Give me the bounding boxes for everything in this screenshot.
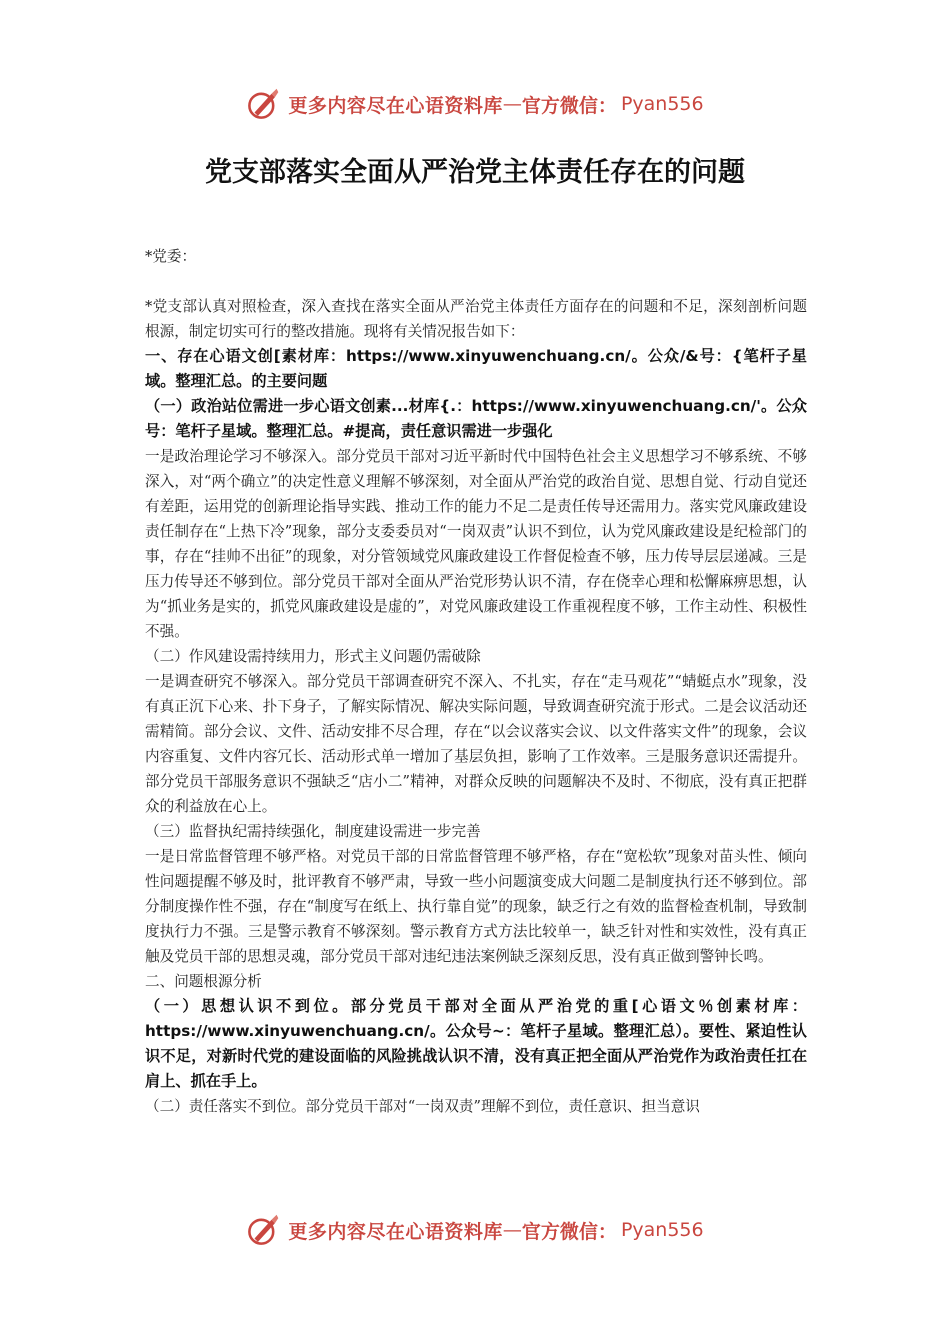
section-heading-2: 二、问题根源分析 (145, 973, 262, 990)
subsection-heading-2-1: （一）思想认识不到位。部分党员干部对全面从严治党的重[心语文％创素材库：https://www.xinyuwenchuang.cn/。公众号~：笔杆子星域。整理汇总）。要性、紧迫性认识不足，对新时代党的建设面临的风险挑战认识不清，没有真正把全面从严治党作为政治责任扛在肩上、抓在手上。 (145, 997, 807, 1090)
document-body (145, 244, 807, 1119)
subsection-heading-1-1: （一）政治站位需进一步心语文创素...材库{.：https://www.xinyuwenchuang.cn/'。公众号：笔杆子星域。整理汇总。#提高，责任意识需进一步强化 (145, 397, 807, 440)
body-paragraph: 一是日常监督管理不够严格。对党员干部的日常监督管理不够严格，存在“宽松软”现象对苗头性、倾向性问题提醒不够及时，批评教育不够严肃，导致一些小问题演变成大问题二是制度执行还不够到位。部分制度操作性不强，存在“制度写在纸上、执行靠自觉”的现象，缺乏行之有效的监督检查机制，导致制度执行力不强。三是警示教育不够深刻。警示教育方式方法比较单一，缺乏针对性和实效性，没有真正触及党员干部的思想灵魂，部分党员干部对违纪违法案例缺乏深刻反思，没有真正做到警钟长鸣。 (145, 848, 807, 965)
body-paragraph: 一是政治理论学习不够深入。部分党员干部对习近平新时代中国特色社会主义思想学习不够系统、不够深入，对“两个确立”的决定性意义理解不够深刻，对全面从严治党的政治自觉、思想自觉、行动自觉还有差距，运用党的创新理论指导实践、推动工作的能力不足二是责任传导还需用力。落实党风廉政建设责任制存在“上热下冷”现象，部分支委委员对“一岗双责”认识不到位，认为党风廉政建设是纪检部门的事，存在“挂帅不出征”的现象，对分管领域党风廉政建设工作督促检查不够，压力传导层层递减。三是压力传导还不够到位。部分党员干部对全面从严治党形势认识不清，存在侥幸心理和松懈麻痹思想，认为“抓业务是实的，抓党风廉政建设是虚的”，对党风廉政建设工作重视程度不够，工作主动性、积极性不强。 (145, 448, 807, 640)
footer-banner (0, 1212, 950, 1248)
header-banner (0, 86, 950, 122)
banner-main-text: 更多内容尽在心语资料库 (288, 1220, 503, 1243)
banner-wechat-label: 官方微信： (521, 94, 617, 117)
salutation: *党委： (145, 248, 197, 265)
intro-paragraph: *党支部认真对照检查，深入查找在落实全面从严治党主体责任方面存在的问题和不足，深刻剖析问题根源，制定切实可行的整改措施。现将有关情况报告如下： (145, 298, 807, 340)
body-paragraph: 一是调查研究不够深入。部分党员干部调查研究不深入、不扎实，存在“走马观花”“蜻蜓点水”现象，没有真正沉下心来、扑下身子，了解实际情况、解决实际问题，导致调查研究流于形式。二是会议活动还需精简。部分会议、文件、活动安排不尽合理，存在“以会议落实会议、以文件落实文件”的现象，会议内容重复、文件内容冗长、活动形式单一增加了基层负担，影响了工作效率。三是服务意识还需提升。部分党员干部服务意识不强缺乏“店小二”精神，对群众反映的问题解决不及时、不彻底，没有真正把群众的利益放在心上。 (145, 673, 807, 815)
banner-wechat-id: Pyan556 (620, 1219, 704, 1241)
logo-icon (246, 87, 280, 121)
body-paragraph: （二）责任落实不到位。部分党员干部对“一岗双责”理解不到位，责任意识、担当意识 (145, 1098, 700, 1115)
logo-icon (246, 1213, 280, 1247)
banner-wechat-id: Pyan556 (620, 93, 704, 115)
banner-dash: — (502, 93, 522, 115)
document-title: 党支部落实全面从严治党主体责任存在的问题 (205, 157, 745, 188)
banner-dash: — (502, 1219, 522, 1241)
subsection-heading-1-2: （二）作风建设需持续用力，形式主义问题仍需破除 (145, 648, 481, 665)
banner-wechat-label: 官方微信： (521, 1220, 617, 1243)
section-heading-1: 一、存在心语文创[素材库：https://www.xinyuwenchuang.cn/。公众/&号：{笔杆子星域。整理汇总。的主要问题 (145, 347, 807, 390)
subsection-heading-1-3: （三）监督执纪需持续强化，制度建设需进一步完善 (145, 823, 481, 840)
banner-main-text: 更多内容尽在心语资料库 (288, 94, 503, 117)
